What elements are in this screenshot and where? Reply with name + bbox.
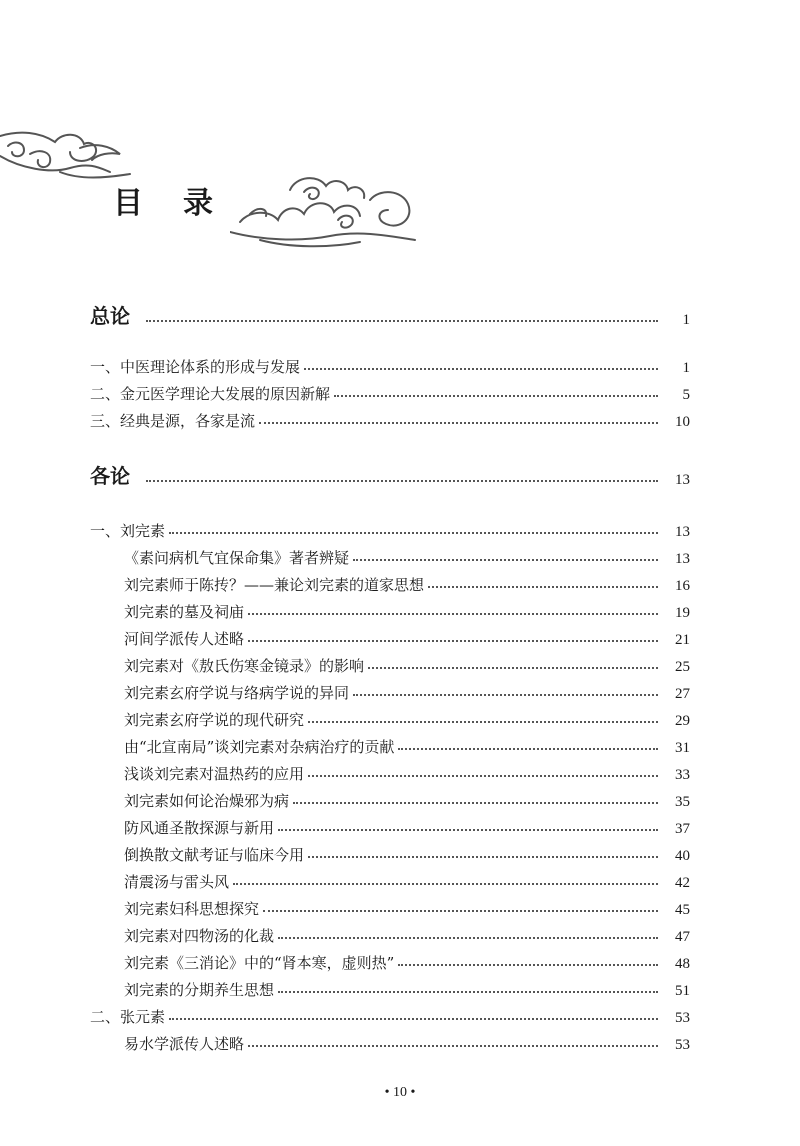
toc-section[interactable]	[0, 463, 690, 489]
leader-dots	[304, 368, 658, 370]
toc-page-number: 5	[682, 387, 690, 403]
toc-entry-title: 刘完素玄府学说与络病学说的异同	[124, 684, 350, 702]
toc-page-number: 1	[682, 360, 690, 376]
toc-entry-title: 刘完素师于陈抟？——兼论刘完素的道家思想	[124, 576, 425, 594]
toc-item[interactable]	[0, 1028, 690, 1054]
toc-page-number: 29	[675, 713, 690, 729]
leader-dots	[278, 991, 658, 993]
leader-dots	[334, 395, 658, 397]
toc-entry-title: 河间学派传人述略	[124, 630, 245, 648]
leader-dots	[146, 320, 658, 322]
toc-page-number: 33	[675, 767, 690, 783]
leader-dots	[278, 829, 658, 831]
toc-entry-title: 三、经典是源，各家是流	[90, 412, 256, 430]
toc-page-number: 1	[682, 312, 690, 328]
toc-entry-title: 二、张元素	[90, 1008, 166, 1026]
leader-dots	[169, 1018, 658, 1020]
toc-entry-title: 刘完素玄府学说的现代研究	[124, 711, 305, 729]
toc-entry-title: 刘完素的分期养生思想	[124, 981, 275, 999]
leader-dots	[233, 883, 658, 885]
toc-item[interactable]	[0, 758, 690, 784]
toc-entry-title: 各论	[90, 460, 132, 489]
toc-entry-title: 刘完素对四物汤的化裁	[124, 927, 275, 945]
toc-chapter[interactable]	[0, 515, 690, 541]
toc-entry-title: 刘完素妇科思想探究	[124, 900, 260, 918]
toc-page-number: 13	[675, 524, 690, 540]
toc-entry-title: 清震汤与雷头风	[124, 873, 230, 891]
leader-dots	[278, 937, 658, 939]
title-char-1: 目	[113, 186, 143, 221]
page-title	[113, 178, 213, 222]
toc-item[interactable]	[0, 569, 690, 595]
toc-item[interactable]	[0, 623, 690, 649]
leader-dots	[368, 667, 658, 669]
toc-entry-title: 总论	[90, 300, 132, 329]
toc-chapter[interactable]	[0, 1001, 690, 1027]
toc-page-number: 25	[675, 659, 690, 675]
toc-item[interactable]	[0, 947, 690, 973]
leader-dots	[248, 613, 658, 615]
toc-page-number: 37	[675, 821, 690, 837]
toc-item[interactable]	[0, 650, 690, 676]
toc-entry-title: 易水学派传人述略	[124, 1035, 245, 1053]
toc-entry-title: 《素问病机气宜保命集》著者辨疑	[124, 549, 350, 567]
leader-dots	[293, 802, 658, 804]
toc-entry-title: 由“北宣南局”谈刘完素对杂病治疗的贡献	[124, 738, 395, 756]
toc-entry-title: 二、金元医学理论大发展的原因新解	[90, 385, 331, 403]
leader-dots	[248, 1045, 658, 1047]
toc-entry-title: 刘完素的墓及祠庙	[124, 603, 245, 621]
toc-page-number: 48	[675, 956, 690, 972]
toc-entry-title: 一、刘完素	[90, 522, 166, 540]
toc-page-number: 16	[675, 578, 690, 594]
page-number: • 10 •	[384, 1085, 416, 1100]
toc-item[interactable]	[0, 704, 690, 730]
toc-item[interactable]	[0, 866, 690, 892]
toc-item[interactable]	[0, 731, 690, 757]
leader-dots	[428, 586, 658, 588]
toc-page-number: 13	[675, 551, 690, 567]
toc-item[interactable]	[0, 542, 690, 568]
toc-page-number: 53	[675, 1010, 690, 1026]
toc-entry-title: 刘完素《三消论》中的“肾本寒，虚则热”	[124, 954, 395, 972]
toc-page-number: 27	[675, 686, 690, 702]
leader-dots	[259, 422, 658, 424]
leader-dots	[308, 721, 658, 723]
toc-page-number: 13	[675, 472, 690, 488]
leader-dots	[146, 480, 658, 482]
toc-page-number: 51	[675, 983, 690, 999]
toc-entry-title: 一、中医理论体系的形成与发展	[90, 358, 301, 376]
toc-item[interactable]	[0, 785, 690, 811]
leader-dots	[308, 775, 658, 777]
toc-page-number: 21	[675, 632, 690, 648]
toc-item[interactable]	[0, 920, 690, 946]
leader-dots	[398, 964, 658, 966]
leader-dots	[353, 559, 658, 561]
title-char-2: 录	[183, 186, 213, 221]
toc-page-number: 10	[675, 414, 690, 430]
toc-section[interactable]	[0, 303, 690, 329]
toc-page-number: 19	[675, 605, 690, 621]
toc-entry-title: 防风通圣散探源与新用	[124, 819, 275, 837]
leader-dots	[169, 532, 658, 534]
toc-entry-title: 浅谈刘完素对温热药的应用	[124, 765, 305, 783]
toc-item[interactable]	[0, 596, 690, 622]
leader-dots	[263, 910, 658, 912]
leader-dots	[248, 640, 658, 642]
toc-page-number: 35	[675, 794, 690, 810]
toc-item[interactable]	[0, 677, 690, 703]
toc-chapter[interactable]	[0, 351, 690, 377]
toc-chapter[interactable]	[0, 378, 690, 404]
toc-entry-title: 刘完素如何论治燥邪为病	[124, 792, 290, 810]
toc-item[interactable]	[0, 974, 690, 1000]
toc-item[interactable]	[0, 812, 690, 838]
leader-dots	[308, 856, 658, 858]
toc-item[interactable]	[0, 893, 690, 919]
toc-chapter[interactable]	[0, 405, 690, 431]
toc-page-number: 47	[675, 929, 690, 945]
cloud-ornament-right	[230, 170, 420, 250]
toc-page-number: 53	[675, 1037, 690, 1053]
toc-page-number: 45	[675, 902, 690, 918]
toc-page-number: 31	[675, 740, 690, 756]
leader-dots	[353, 694, 658, 696]
toc-page-number: 40	[675, 848, 690, 864]
toc-item[interactable]	[0, 839, 690, 865]
toc-entry-title: 刘完素对《敖氏伤寒金镜录》的影响	[124, 657, 365, 675]
toc-page-number: 42	[675, 875, 690, 891]
toc-entry-title: 倒换散文献考证与临床今用	[124, 846, 305, 864]
leader-dots	[398, 748, 658, 750]
